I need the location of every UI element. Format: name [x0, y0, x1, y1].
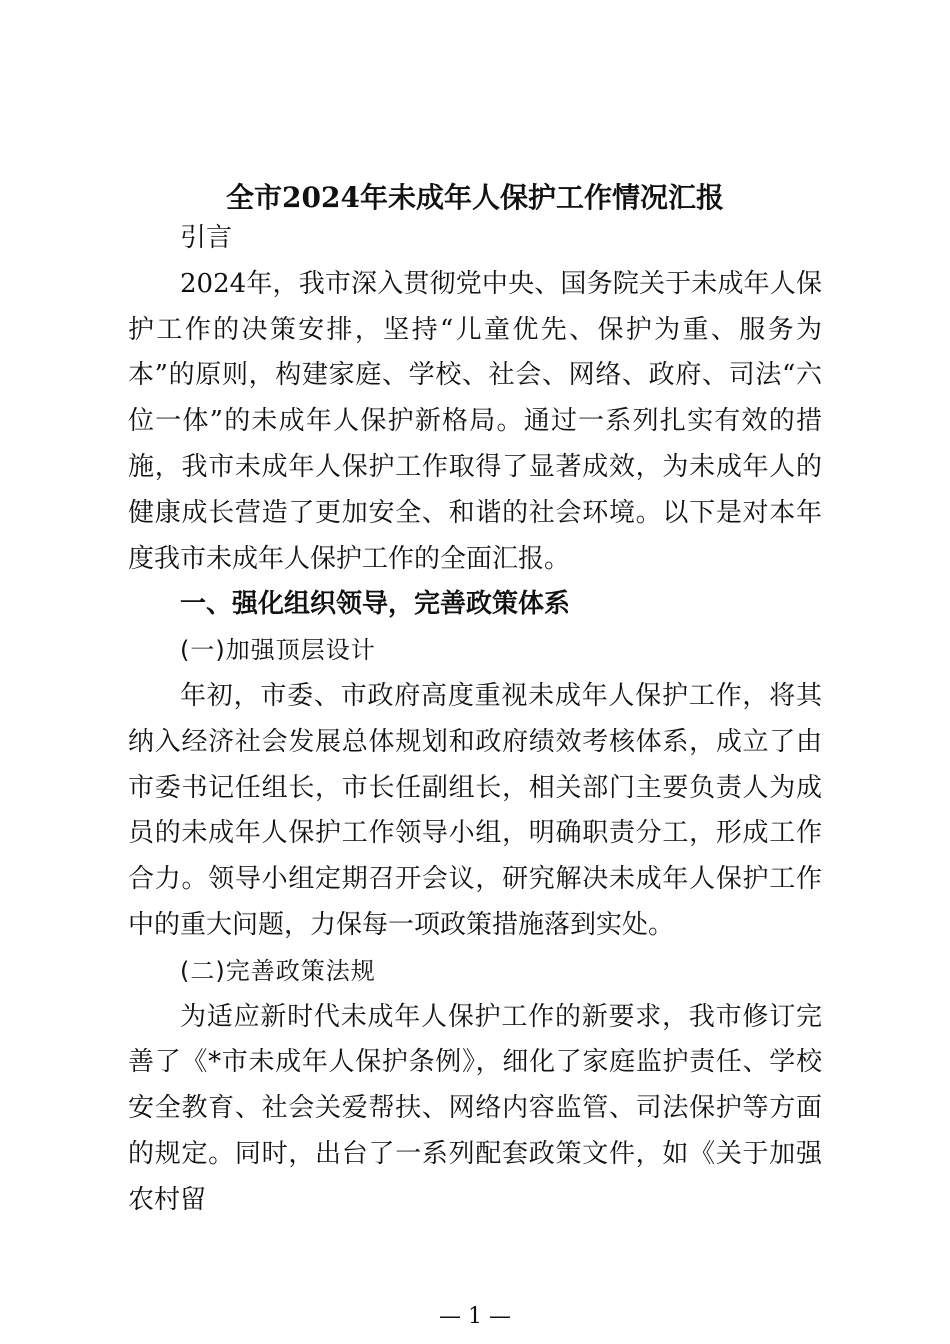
intro-paragraph: 2024年，我市深入贯彻党中央、国务院关于未成年人保护工作的决策安排，坚持“儿童优先、保护为重、服务为本”的原则，构建家庭、学校、社会、网络、政府、司法“六位一体”的未成年人保护新格局。通过一系列扎实有效的措施，我市未成年人保护工作取得了显著成效，为未成年人的健康成长营造了更加安全、和谐的社会环境。以下是对本年度我市未成年人保护工作的全面汇报。 [128, 268, 822, 574]
subsection-heading: (一)加强顶层设计 [180, 636, 376, 665]
body-paragraph: 年初，市委、市政府高度重视未成年人保护工作，将其纳入经济社会发展总体规划和政府绩效考核体系，成立了由市委书记任组长，市长任副组长，相关部门主要负责人为成员的未成年人保护工作领导小组，明确职责分工，形成工作合力。领导小组定期召开会议，研究解决未成年人保护工作中的重大问题，力保每一项政策措施落到实处。 [128, 680, 822, 940]
page-number: — 1 — [439, 1304, 511, 1329]
document-body [128, 216, 822, 1224]
body-paragraph: 为适应新时代未成年人保护工作的新要求，我市修订完善了《*市未成年人保护条例》，细化了家庭监护责任、学校安全教育、社会关爱帮扶、网络内容监管、司法保护等方面的规定。同时，出台了一系列配套政策文件，如《关于加强农村留 [128, 1001, 822, 1215]
document-title: 全市2024年未成年人保护工作情况汇报 [226, 181, 724, 214]
section-heading: 一、强化组织领导，完善政策体系 [180, 589, 571, 620]
subsection-heading: (二)完善政策法规 [180, 956, 376, 985]
intro-label: 引言 [180, 223, 233, 253]
